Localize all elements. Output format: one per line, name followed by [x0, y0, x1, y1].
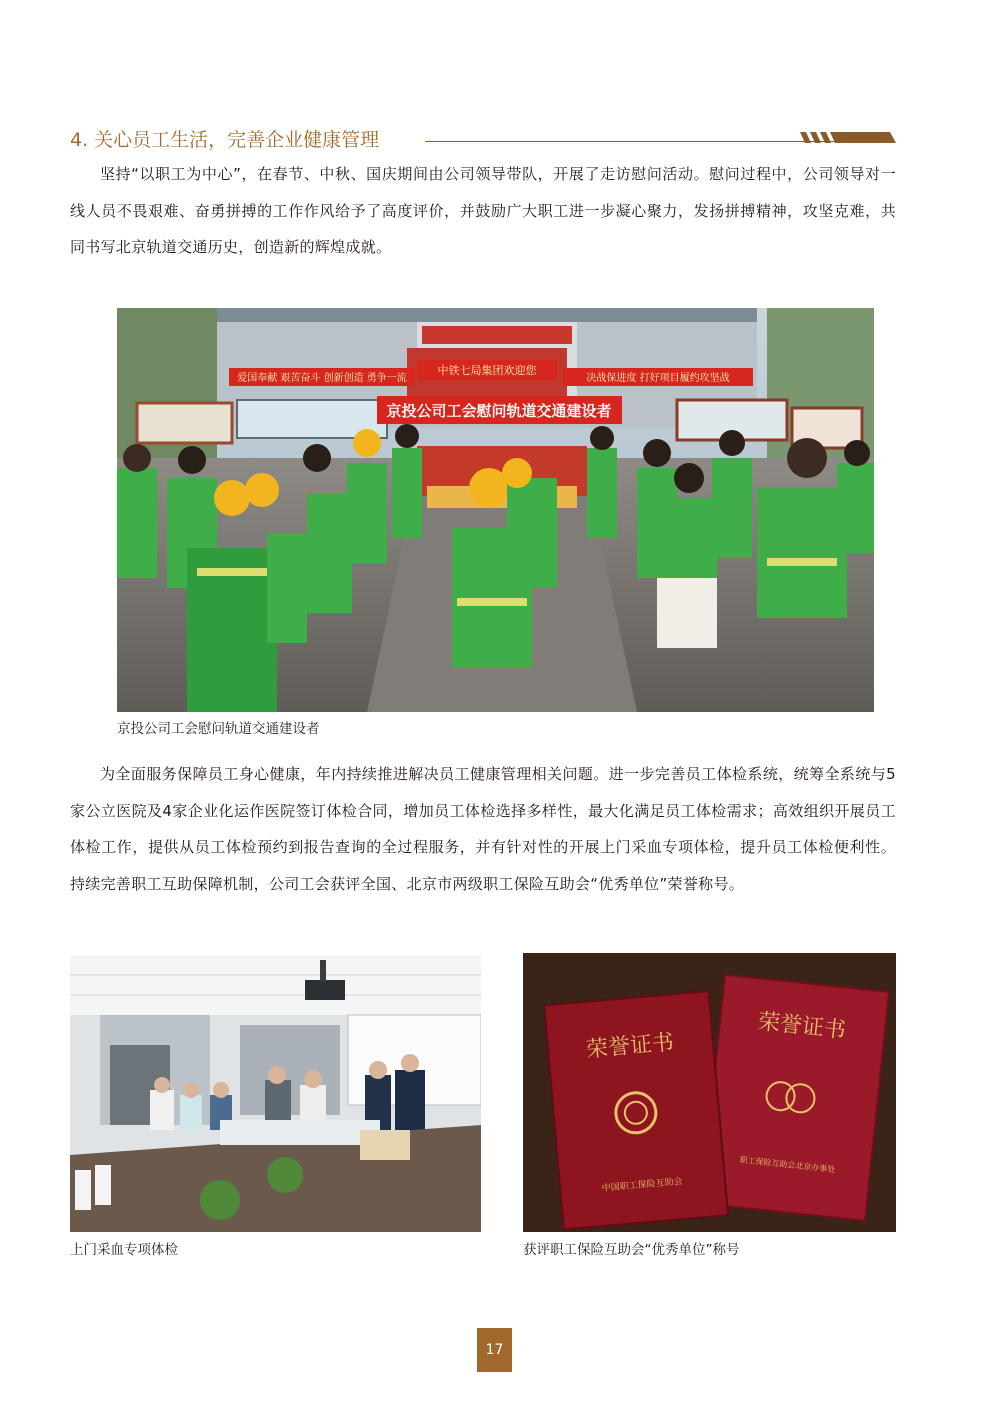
- certificate-left-org: 中国职工保险互助会: [601, 1176, 684, 1195]
- photo-union-visit: [117, 308, 874, 712]
- certificate-right-org: 职工保险互助会北京办事处: [739, 1155, 836, 1175]
- photo-blood-collection: [70, 955, 481, 1232]
- banner-right-text: 决战保进度 打好项目履约攻坚战: [586, 373, 730, 384]
- paragraph-health-management: 为全面服务保障员工身心健康，年内持续推进解决员工健康管理相关问题。进一步完善员工体检系统，统筹全系统与5家公立医院及4家企业化运作医院签订体检合同，增加员工体检选择多样性，最大化满足员工体检需求；高效组织开展员工体检工作，提供从员工体检预约到报告查询的全过程服务，并有针对性的开展上门采血专项体检，提升员工体检便利性。持续完善职工互助保障机制，公司工会获评全国、北京市两级职工保险互助会“优秀单位”荣誉称号。: [70, 765, 896, 893]
- caption-honor-certificates: 获评职工保险互助会“优秀单位”称号: [523, 1242, 740, 1258]
- heading-rule: [425, 141, 836, 142]
- banner-left-text: 爱国奉献 艰苦奋斗 创新创造 勇争一流: [237, 373, 407, 384]
- caption-blood-collection: 上门采血专项体检: [70, 1242, 178, 1258]
- page-number: 17: [477, 1328, 512, 1372]
- certificate-right-title: 荣誉证书: [756, 1009, 848, 1044]
- heading-decoration: [800, 132, 896, 143]
- paragraph-visits: 坚持“以职工为中心”，在春节、中秋、国庆期间由公司领导带队，开展了走访慰问活动。慰问过程中，公司领导对一线人员不畏艰难、奋勇拼搏的工作作风给予了高度评价，并鼓励广大职工进一步凝心聚力，发扬拼搏精神，攻坚克难，共同书写北京轨道交通历史，创造新的辉煌成就。: [70, 165, 896, 256]
- caption-union-visit: 京投公司工会慰问轨道交通建设者: [117, 721, 320, 737]
- banner-main-text: 京投公司工会慰问轨道交通建设者: [386, 402, 612, 420]
- certificate-left-title: 荣誉证书: [585, 1030, 675, 1063]
- section-heading: [70, 127, 896, 155]
- photo-honor-certificates: [523, 953, 896, 1232]
- banner-center-text: 中铁七局集团欢迎您: [437, 364, 537, 377]
- section-title: 4. 关心员工生活，完善企业健康管理: [70, 127, 383, 153]
